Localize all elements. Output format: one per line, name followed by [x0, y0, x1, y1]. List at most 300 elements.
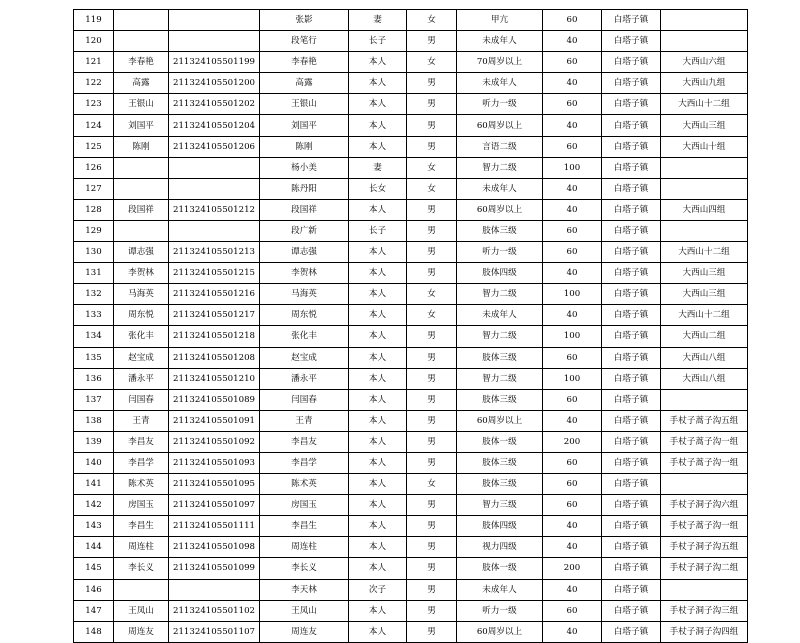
household-id-cell [169, 31, 260, 52]
household-id-cell: 211324105501204 [169, 115, 260, 136]
category-cell: 听力一级 [457, 94, 543, 115]
gender-cell: 男 [407, 537, 457, 558]
table-row [74, 495, 748, 516]
row-number-cell: 121 [74, 52, 114, 73]
category-cell: 未成年人 [457, 31, 543, 52]
amount-cell: 60 [543, 452, 602, 473]
row-number-cell: 147 [74, 600, 114, 621]
gender-cell: 女 [407, 10, 457, 31]
applicant-name-cell: 周东悦 [114, 305, 169, 326]
gender-cell: 男 [407, 73, 457, 94]
applicant-name-cell [114, 178, 169, 199]
village-group-cell: 手杖子洞子沟三组 [661, 600, 748, 621]
category-cell: 肢体三级 [457, 220, 543, 241]
table-row [74, 263, 748, 284]
applicant-name-cell: 房国玉 [114, 495, 169, 516]
village-group-cell: 大西山十二组 [661, 242, 748, 263]
applicant-name-cell: 李昌生 [114, 516, 169, 537]
applicant-name-cell [114, 157, 169, 178]
amount-cell: 200 [543, 431, 602, 452]
category-cell: 甲亢 [457, 10, 543, 31]
village-group-cell: 大西山十组 [661, 136, 748, 157]
amount-cell: 40 [543, 537, 602, 558]
household-id-cell: 211324105501098 [169, 537, 260, 558]
member-name-cell: 段国祥 [260, 199, 349, 220]
town-cell: 白塔子镇 [602, 178, 661, 199]
table-row [74, 157, 748, 178]
relation-cell: 本人 [349, 558, 407, 579]
member-name-cell: 杨小美 [260, 157, 349, 178]
table-row [74, 452, 748, 473]
table-row [74, 199, 748, 220]
applicant-name-cell: 李贺林 [114, 263, 169, 284]
gender-cell: 男 [407, 136, 457, 157]
town-cell: 白塔子镇 [602, 199, 661, 220]
village-group-cell [661, 474, 748, 495]
gender-cell: 男 [407, 431, 457, 452]
relation-cell: 本人 [349, 347, 407, 368]
applicant-name-cell: 闫国春 [114, 389, 169, 410]
category-cell: 未成年人 [457, 178, 543, 199]
amount-cell: 40 [543, 410, 602, 431]
row-number-cell: 146 [74, 579, 114, 600]
row-number-cell: 140 [74, 452, 114, 473]
applicant-name-cell [114, 10, 169, 31]
relation-cell: 本人 [349, 431, 407, 452]
row-number-cell: 135 [74, 347, 114, 368]
town-cell: 白塔子镇 [602, 516, 661, 537]
gender-cell: 男 [407, 495, 457, 516]
applicant-name-cell: 潘永平 [114, 368, 169, 389]
member-name-cell: 赵宝成 [260, 347, 349, 368]
category-cell: 肢体一级 [457, 558, 543, 579]
town-cell: 白塔子镇 [602, 495, 661, 516]
table-row [74, 305, 748, 326]
table-row [74, 31, 748, 52]
household-id-cell [169, 10, 260, 31]
gender-cell: 女 [407, 52, 457, 73]
town-cell: 白塔子镇 [602, 94, 661, 115]
village-group-cell: 大西山九组 [661, 73, 748, 94]
household-id-cell: 211324105501200 [169, 73, 260, 94]
table-row [74, 136, 748, 157]
member-name-cell: 李长义 [260, 558, 349, 579]
town-cell: 白塔子镇 [602, 537, 661, 558]
amount-cell: 40 [543, 263, 602, 284]
table-row [74, 579, 748, 600]
household-id-cell: 211324105501217 [169, 305, 260, 326]
village-group-cell [661, 220, 748, 241]
household-id-cell: 211324105501218 [169, 326, 260, 347]
amount-cell: 100 [543, 326, 602, 347]
relation-cell: 本人 [349, 305, 407, 326]
amount-cell: 60 [543, 495, 602, 516]
member-name-cell: 马海英 [260, 284, 349, 305]
table-row [74, 326, 748, 347]
household-id-cell: 211324105501213 [169, 242, 260, 263]
table-row [74, 558, 748, 579]
gender-cell: 男 [407, 220, 457, 241]
row-number-cell: 126 [74, 157, 114, 178]
amount-cell: 40 [543, 305, 602, 326]
household-id-cell: 211324105501215 [169, 263, 260, 284]
gender-cell: 女 [407, 178, 457, 199]
table-row [74, 284, 748, 305]
table-body [74, 10, 748, 643]
household-id-cell: 211324105501208 [169, 347, 260, 368]
household-id-cell: 211324105501099 [169, 558, 260, 579]
relation-cell: 本人 [349, 242, 407, 263]
row-number-cell: 139 [74, 431, 114, 452]
member-name-cell: 王青 [260, 410, 349, 431]
row-number-cell: 143 [74, 516, 114, 537]
category-cell: 肢体三级 [457, 389, 543, 410]
member-name-cell: 周东悦 [260, 305, 349, 326]
household-id-cell: 211324105501092 [169, 431, 260, 452]
village-group-cell: 大西山十二组 [661, 305, 748, 326]
gender-cell: 男 [407, 242, 457, 263]
gender-cell: 女 [407, 157, 457, 178]
town-cell: 白塔子镇 [602, 136, 661, 157]
member-name-cell: 刘国平 [260, 115, 349, 136]
member-name-cell: 潘永平 [260, 368, 349, 389]
gender-cell: 男 [407, 579, 457, 600]
applicant-name-cell: 王银山 [114, 94, 169, 115]
amount-cell: 40 [543, 199, 602, 220]
relation-cell: 长子 [349, 220, 407, 241]
member-name-cell: 王银山 [260, 94, 349, 115]
applicant-name-cell: 周连柱 [114, 537, 169, 558]
household-id-cell [169, 178, 260, 199]
amount-cell: 100 [543, 368, 602, 389]
member-name-cell: 段广新 [260, 220, 349, 241]
relation-cell: 本人 [349, 284, 407, 305]
applicant-name-cell: 段国祥 [114, 199, 169, 220]
town-cell: 白塔子镇 [602, 600, 661, 621]
applicant-name-cell: 高露 [114, 73, 169, 94]
row-number-cell: 127 [74, 178, 114, 199]
household-id-cell: 211324105501095 [169, 474, 260, 495]
amount-cell: 40 [543, 31, 602, 52]
village-group-cell [661, 389, 748, 410]
row-number-cell: 138 [74, 410, 114, 431]
village-group-cell: 大西山六组 [661, 52, 748, 73]
town-cell: 白塔子镇 [602, 284, 661, 305]
applicant-name-cell [114, 579, 169, 600]
household-id-cell: 211324105501212 [169, 199, 260, 220]
row-number-cell: 120 [74, 31, 114, 52]
household-id-cell: 211324105501111 [169, 516, 260, 537]
gender-cell: 男 [407, 516, 457, 537]
applicant-name-cell: 谭志强 [114, 242, 169, 263]
member-name-cell: 周连柱 [260, 537, 349, 558]
member-name-cell: 王凤山 [260, 600, 349, 621]
member-name-cell: 张影 [260, 10, 349, 31]
town-cell: 白塔子镇 [602, 73, 661, 94]
village-group-cell: 手杖子蒿子沟一组 [661, 431, 748, 452]
table-row [74, 389, 748, 410]
amount-cell: 100 [543, 157, 602, 178]
town-cell: 白塔子镇 [602, 579, 661, 600]
town-cell: 白塔子镇 [602, 242, 661, 263]
row-number-cell: 123 [74, 94, 114, 115]
category-cell: 肢体三级 [457, 347, 543, 368]
village-group-cell: 手杖子蒿子沟五组 [661, 410, 748, 431]
village-group-cell: 大西山三组 [661, 284, 748, 305]
table-row [74, 410, 748, 431]
relation-cell: 本人 [349, 537, 407, 558]
town-cell: 白塔子镇 [602, 326, 661, 347]
member-name-cell: 陈术英 [260, 474, 349, 495]
category-cell: 未成年人 [457, 73, 543, 94]
category-cell: 肢体四级 [457, 263, 543, 284]
amount-cell: 40 [543, 115, 602, 136]
row-number-cell: 131 [74, 263, 114, 284]
household-id-cell: 211324105501107 [169, 621, 260, 642]
category-cell: 智力二级 [457, 368, 543, 389]
village-group-cell: 大西山四组 [661, 199, 748, 220]
relation-cell: 本人 [349, 94, 407, 115]
relation-cell: 长女 [349, 178, 407, 199]
applicant-name-cell: 李长义 [114, 558, 169, 579]
amount-cell: 60 [543, 347, 602, 368]
amount-cell: 60 [543, 389, 602, 410]
gender-cell: 男 [407, 452, 457, 473]
table-row [74, 242, 748, 263]
category-cell: 肢体一级 [457, 431, 543, 452]
row-number-cell: 134 [74, 326, 114, 347]
relation-cell: 本人 [349, 326, 407, 347]
row-number-cell: 132 [74, 284, 114, 305]
relation-cell: 本人 [349, 136, 407, 157]
table-row [74, 621, 748, 642]
gender-cell: 男 [407, 621, 457, 642]
village-group-cell: 手杖子洞子沟六组 [661, 495, 748, 516]
member-name-cell: 谭志强 [260, 242, 349, 263]
village-group-cell: 手杖子洞子沟四组 [661, 621, 748, 642]
row-number-cell: 129 [74, 220, 114, 241]
row-number-cell: 122 [74, 73, 114, 94]
category-cell: 未成年人 [457, 579, 543, 600]
household-id-cell: 211324105501093 [169, 452, 260, 473]
household-id-cell: 211324105501216 [169, 284, 260, 305]
town-cell: 白塔子镇 [602, 305, 661, 326]
gender-cell: 男 [407, 263, 457, 284]
town-cell: 白塔子镇 [602, 474, 661, 495]
household-id-cell: 211324105501199 [169, 52, 260, 73]
relation-cell: 本人 [349, 516, 407, 537]
member-name-cell: 陈丹阳 [260, 178, 349, 199]
household-id-cell: 211324105501206 [169, 136, 260, 157]
household-id-cell: 211324105501089 [169, 389, 260, 410]
amount-cell: 60 [543, 474, 602, 495]
relation-cell: 本人 [349, 410, 407, 431]
relation-cell: 本人 [349, 495, 407, 516]
table-row [74, 347, 748, 368]
household-id-cell: 211324105501102 [169, 600, 260, 621]
category-cell: 肢体三级 [457, 452, 543, 473]
village-group-cell [661, 178, 748, 199]
table-row [74, 115, 748, 136]
applicant-name-cell: 李春艳 [114, 52, 169, 73]
category-cell: 听力一级 [457, 242, 543, 263]
village-group-cell: 大西山八组 [661, 347, 748, 368]
member-name-cell: 李昌生 [260, 516, 349, 537]
category-cell: 智力二级 [457, 157, 543, 178]
category-cell: 听力一级 [457, 600, 543, 621]
relation-cell: 本人 [349, 452, 407, 473]
gender-cell: 女 [407, 305, 457, 326]
applicant-name-cell: 周连友 [114, 621, 169, 642]
town-cell: 白塔子镇 [602, 31, 661, 52]
gender-cell: 男 [407, 94, 457, 115]
table-row [74, 516, 748, 537]
town-cell: 白塔子镇 [602, 10, 661, 31]
table-row [74, 178, 748, 199]
household-id-cell: 211324105501091 [169, 410, 260, 431]
amount-cell: 60 [543, 220, 602, 241]
applicant-name-cell: 王青 [114, 410, 169, 431]
member-name-cell: 李昌友 [260, 431, 349, 452]
table-row [74, 600, 748, 621]
amount-cell: 60 [543, 600, 602, 621]
applicant-name-cell: 张化丰 [114, 326, 169, 347]
village-group-cell: 大西山二组 [661, 326, 748, 347]
gender-cell: 男 [407, 326, 457, 347]
relation-cell: 本人 [349, 73, 407, 94]
member-name-cell: 李天林 [260, 579, 349, 600]
category-cell: 未成年人 [457, 305, 543, 326]
member-name-cell: 闫国春 [260, 389, 349, 410]
town-cell: 白塔子镇 [602, 220, 661, 241]
member-name-cell: 周连友 [260, 621, 349, 642]
village-group-cell: 大西山十二组 [661, 94, 748, 115]
relation-cell: 次子 [349, 579, 407, 600]
village-group-cell: 手杖子洞子沟二组 [661, 558, 748, 579]
row-number-cell: 125 [74, 136, 114, 157]
category-cell: 70周岁以上 [457, 52, 543, 73]
table-row [74, 52, 748, 73]
applicant-name-cell [114, 31, 169, 52]
relation-cell: 妻 [349, 157, 407, 178]
gender-cell: 男 [407, 31, 457, 52]
household-id-cell [169, 579, 260, 600]
row-number-cell: 148 [74, 621, 114, 642]
village-group-cell: 大西山三组 [661, 263, 748, 284]
row-number-cell: 137 [74, 389, 114, 410]
applicant-name-cell: 马海英 [114, 284, 169, 305]
town-cell: 白塔子镇 [602, 157, 661, 178]
gender-cell: 男 [407, 368, 457, 389]
amount-cell: 60 [543, 52, 602, 73]
amount-cell: 60 [543, 136, 602, 157]
village-group-cell [661, 31, 748, 52]
category-cell: 60周岁以上 [457, 199, 543, 220]
table-row [74, 431, 748, 452]
applicant-name-cell: 李昌友 [114, 431, 169, 452]
village-group-cell: 手杖子蒿子沟一组 [661, 452, 748, 473]
gender-cell: 男 [407, 410, 457, 431]
town-cell: 白塔子镇 [602, 621, 661, 642]
amount-cell: 200 [543, 558, 602, 579]
town-cell: 白塔子镇 [602, 115, 661, 136]
category-cell: 60周岁以上 [457, 115, 543, 136]
town-cell: 白塔子镇 [602, 52, 661, 73]
applicant-name-cell: 陈术英 [114, 474, 169, 495]
gender-cell: 女 [407, 474, 457, 495]
category-cell: 60周岁以上 [457, 410, 543, 431]
gender-cell: 男 [407, 558, 457, 579]
village-group-cell: 大西山八组 [661, 368, 748, 389]
table-row [74, 94, 748, 115]
relation-cell: 妻 [349, 10, 407, 31]
relation-cell: 本人 [349, 199, 407, 220]
row-number-cell: 145 [74, 558, 114, 579]
amount-cell: 60 [543, 242, 602, 263]
table-row [74, 474, 748, 495]
village-group-cell [661, 157, 748, 178]
category-cell: 60周岁以上 [457, 621, 543, 642]
category-cell: 智力二级 [457, 326, 543, 347]
town-cell: 白塔子镇 [602, 431, 661, 452]
town-cell: 白塔子镇 [602, 263, 661, 284]
category-cell: 视力四级 [457, 537, 543, 558]
town-cell: 白塔子镇 [602, 389, 661, 410]
amount-cell: 60 [543, 10, 602, 31]
gender-cell: 男 [407, 389, 457, 410]
village-group-cell: 手杖子洞子沟五组 [661, 537, 748, 558]
amount-cell: 100 [543, 284, 602, 305]
relation-cell: 本人 [349, 52, 407, 73]
gender-cell: 男 [407, 199, 457, 220]
village-group-cell [661, 10, 748, 31]
relation-cell: 本人 [349, 389, 407, 410]
member-name-cell: 李贺林 [260, 263, 349, 284]
table-row [74, 537, 748, 558]
member-name-cell: 房国玉 [260, 495, 349, 516]
village-group-cell: 大西山三组 [661, 115, 748, 136]
amount-cell: 40 [543, 621, 602, 642]
row-number-cell: 130 [74, 242, 114, 263]
gender-cell: 男 [407, 600, 457, 621]
amount-cell: 40 [543, 516, 602, 537]
row-number-cell: 133 [74, 305, 114, 326]
row-number-cell: 144 [74, 537, 114, 558]
amount-cell: 40 [543, 73, 602, 94]
applicant-name-cell: 刘国平 [114, 115, 169, 136]
relation-cell: 本人 [349, 600, 407, 621]
table-row [74, 220, 748, 241]
member-name-cell: 李昌学 [260, 452, 349, 473]
beneficiary-table [73, 9, 748, 643]
applicant-name-cell: 王凤山 [114, 600, 169, 621]
village-group-cell: 手杖子蒿子沟一组 [661, 516, 748, 537]
household-id-cell [169, 220, 260, 241]
category-cell: 肢体四级 [457, 516, 543, 537]
applicant-name-cell [114, 220, 169, 241]
town-cell: 白塔子镇 [602, 558, 661, 579]
category-cell: 言语二级 [457, 136, 543, 157]
relation-cell: 本人 [349, 474, 407, 495]
member-name-cell: 高露 [260, 73, 349, 94]
relation-cell: 本人 [349, 621, 407, 642]
table-row [74, 73, 748, 94]
row-number-cell: 142 [74, 495, 114, 516]
relation-cell: 本人 [349, 263, 407, 284]
amount-cell: 60 [543, 94, 602, 115]
row-number-cell: 124 [74, 115, 114, 136]
row-number-cell: 141 [74, 474, 114, 495]
